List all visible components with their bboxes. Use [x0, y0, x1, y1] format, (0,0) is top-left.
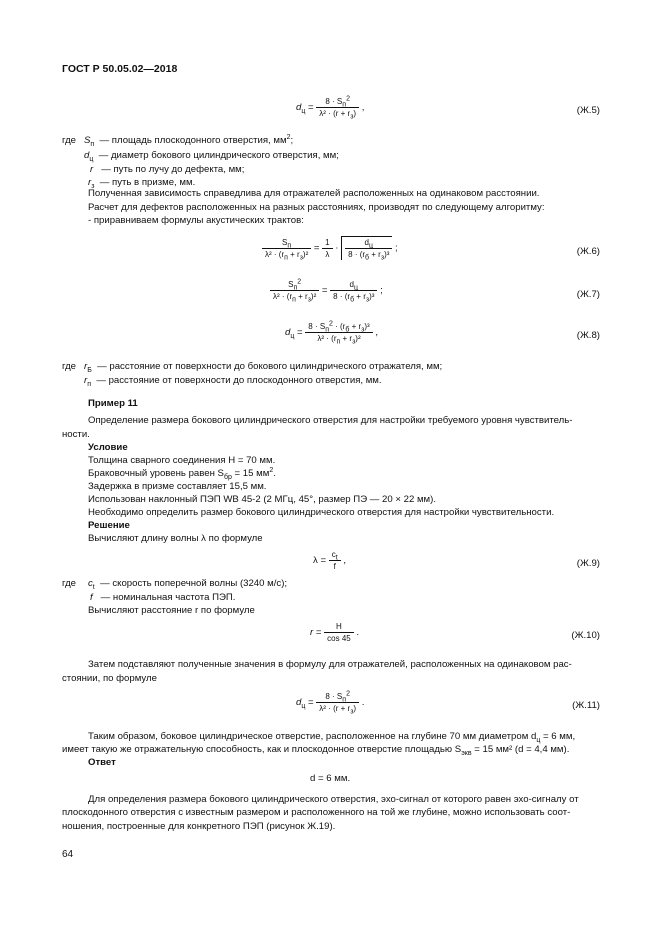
paragraph: ности. — [62, 429, 90, 440]
paragraph: Для определения размера бокового цилиндрического отверстия, эхо-сигнал от которого равен эхо-сигналу от — [88, 794, 579, 805]
definition-rz: $r_з$ — путь в призме, мм. — [88, 177, 196, 190]
paragraph: Вычисляют расстояние r по формуле — [88, 605, 255, 616]
formula-number: (Ж.7) — [576, 289, 600, 300]
document-header: ГОСТ Р 50.05.02—2018 — [62, 63, 178, 75]
paragraph: ношения, построенные для конкретного ПЭП (рисунок Ж.19). — [62, 821, 336, 832]
paragraph: стоянии, по формуле — [62, 673, 157, 684]
paragraph: Таким образом, боковое цилиндрическое отверстие, расположенное на глубине 70 мм диаметром $d_ц = 6$ мм, — [88, 731, 576, 744]
where-label: где — [62, 361, 77, 372]
formula-number: (Ж.5) — [576, 105, 600, 116]
formula-zh11: $d_ц$ = $\frac{8 \cdot S_п^2}{\lambda^2 \cdot (r + r_з)}$ . — [296, 690, 365, 716]
formula-number: (Ж.11) — [572, 700, 600, 711]
definition-ct: $c_t$ — скорость поперечной волны (3240 м/с); — [88, 578, 288, 591]
definition-rb: $r_Б$ — расстояние от поверхности до бокового цилиндрического отражателя, мм; — [84, 361, 443, 374]
formula-number: (Ж.8) — [576, 330, 600, 341]
formula-number: (Ж.9) — [576, 558, 600, 569]
formula-zh6: $\frac{S_п}{\lambda^2 \cdot (r_п + r_з)^2}$ = $\frac{1}{\lambda}$ · $\frac{d_ц}{8 \cdot (r_б + r_з)^3}$ ; — [262, 236, 398, 260]
paragraph: Определение размера бокового цилиндрического отверстия для настройки требуемого уровня чувствитель- — [88, 415, 573, 426]
paragraph: плоскодонного отверстия с известным размером и расположенного на той же глубине, можно использовать соот- — [62, 807, 571, 818]
page-number: 64 — [62, 849, 74, 860]
formula-number: (Ж.10) — [571, 630, 600, 641]
condition-line: Толщина сварного соединения H = 70 мм. — [88, 455, 276, 466]
paragraph: Полученная зависимость справедлива для отражателей расположенных на одинаковом расстоянии. — [88, 188, 540, 199]
condition-line: Использован наклонный ПЭП WB 45-2 (2 МГц, 45°, размер ПЭ — 20 × 22 мм). — [88, 494, 437, 505]
where-label: где — [62, 135, 77, 146]
formula-zh10: r = $\frac{H}{\cos 45}$ . — [310, 622, 360, 643]
answer-title: Ответ — [88, 757, 116, 768]
paragraph: Вычисляют длину волны λ по формуле — [88, 533, 263, 544]
condition-title: Условие — [88, 442, 128, 453]
solution-title: Решение — [88, 520, 130, 531]
paragraph: Затем подставляют полученные значения в формулу для отражателей, расположенных на одинаковом рас- — [88, 659, 572, 670]
definition-r: r — путь по лучу до дефекта, мм; — [90, 164, 245, 175]
paragraph: Расчет для дефектов расположенных на разных расстояниях, производят по следующему алгоритму: — [88, 202, 545, 213]
definition-sp: $S_п$ — площадь плоскодонного отверстия, $мм^2$; — [84, 133, 294, 148]
definition-rp: $r_п$ — расстояние от поверхности до плоскодонного отверстия, мм. — [84, 375, 382, 388]
formula-zh9: λ = $\frac{c_t}{f}$ , — [313, 550, 347, 571]
formula-number: (Ж.6) — [576, 246, 600, 257]
definition-dc: $d_ц$ — диаметр бокового цилиндрического отверстия, мм; — [84, 150, 339, 163]
condition-line: Браковочный уровень равен $S_{бр} = 15$ $мм^2$. — [88, 466, 276, 481]
where-label: где — [62, 578, 77, 589]
paragraph: - приравниваем формулы акустических трактов: — [88, 215, 304, 226]
answer-value: d = 6 мм. — [310, 773, 351, 784]
definition-f: f — номинальная частота ПЭП. — [90, 592, 236, 603]
formula-zh5: $d_ц$ = $\frac{8 \cdot S_п^2}{\lambda^2 \cdot (r + r_з)}$ , — [296, 95, 365, 121]
condition-line: Необходимо определить размер бокового цилиндрического отверстия для настройки чувствительности. — [88, 507, 555, 518]
paragraph: имеет такую же отражательную способность, как и плоскодонное отверстие площадью $S_{экв} = 15$ мм² (d = 4,4 мм). — [62, 744, 570, 757]
formula-zh8: $d_ц$ = $\frac{8 \cdot S_п^2 \cdot (r_б + r_з)^3}{\lambda^2 \cdot (r_п + r_з)^2}$ , — [285, 320, 379, 346]
condition-line: Задержка в призме составляет 15,5 мм. — [88, 481, 267, 492]
formula-zh7: $\frac{S_п^2}{\lambda^2 \cdot (r_п + r_з)^2}$ = $\frac{d_ц}{8 \cdot (r_б + r_з)^3}$ ; — [270, 279, 383, 302]
example-title: Пример 11 — [88, 398, 138, 409]
